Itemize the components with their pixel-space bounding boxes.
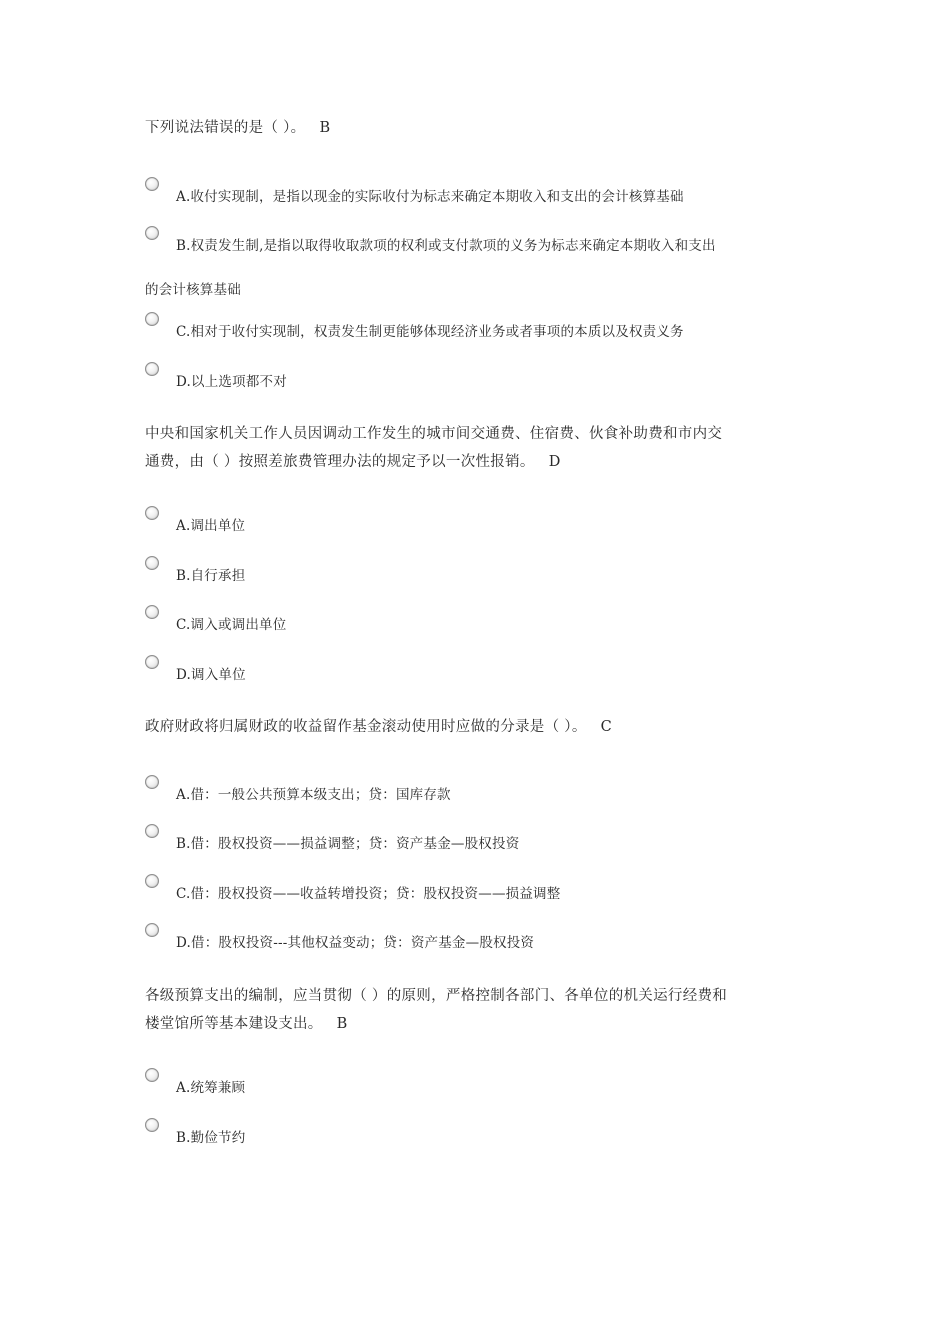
question-1-stem bbox=[145, 114, 815, 142]
question-4-stem bbox=[145, 982, 815, 1038]
question-3-option-a-radio[interactable] bbox=[145, 775, 159, 789]
question-1-option-b-continuation: 的会计核算基础 bbox=[145, 282, 241, 298]
question-2-text-line2: 通费，由（ ）按照差旅费管理办法的规定予以一次性报销。 bbox=[145, 454, 535, 470]
question-1-option-d-label: D.以上选项都不对 bbox=[176, 374, 287, 390]
question-3-option-b-radio[interactable] bbox=[145, 824, 159, 838]
question-1-option-c-label: C.相对于收付实现制，权责发生制更能够体现经济业务或者事项的本质以及权责义务 bbox=[176, 324, 684, 340]
question-4-option-a-label: A.统筹兼顾 bbox=[176, 1080, 246, 1096]
question-1-answer: B bbox=[319, 120, 331, 136]
question-4-text-line2: 楼堂馆所等基本建设支出。 bbox=[145, 1016, 323, 1032]
question-1-option-b-label: B.权责发生制,是指以取得收取款项的权利或支付款项的义务为标志来确定本期收入和支出 bbox=[176, 238, 716, 254]
question-1-text: 下列说法错误的是（ ）。 bbox=[145, 120, 306, 136]
question-2-option-b-radio[interactable] bbox=[145, 556, 159, 570]
question-3-stem bbox=[145, 713, 815, 741]
question-1-option-c-radio[interactable] bbox=[145, 312, 159, 326]
question-2-option-a-label: A.调出单位 bbox=[176, 518, 246, 534]
question-1-option-a-radio[interactable] bbox=[145, 177, 159, 191]
question-2-answer: D bbox=[548, 454, 561, 470]
question-3-option-d-label: D.借：股权投资---其他权益变动；贷：资产基金—股权投资 bbox=[176, 935, 535, 951]
question-4-option-b-radio[interactable] bbox=[145, 1118, 159, 1132]
question-3-option-c-label: C.借：股权投资——收益转增投资；贷：股权投资——损益调整 bbox=[176, 886, 561, 902]
question-2-option-d-label: D.调入单位 bbox=[176, 667, 246, 683]
question-1-option-a-label: A.收付实现制，是指以现金的实际收付为标志来确定本期收入和支出的会计核算基础 bbox=[176, 189, 684, 205]
question-3-answer: C bbox=[600, 719, 613, 735]
question-4-option-b-label: B.勤俭节约 bbox=[176, 1130, 246, 1146]
question-2-option-d-radio[interactable] bbox=[145, 655, 159, 669]
question-3-option-d-radio[interactable] bbox=[145, 923, 159, 937]
question-1-option-d-radio[interactable] bbox=[145, 362, 159, 376]
question-2-option-a-radio[interactable] bbox=[145, 506, 159, 520]
question-2-option-c-label: C.调入或调出单位 bbox=[176, 617, 287, 633]
question-2-stem bbox=[145, 420, 815, 476]
question-2-option-b-label: B.自行承担 bbox=[176, 568, 246, 584]
question-4-option-a-radio[interactable] bbox=[145, 1068, 159, 1082]
question-2-text-line1: 中央和国家机关工作人员因调动工作发生的城市间交通费、住宿费、伙食补助费和市内交 bbox=[145, 426, 723, 442]
question-3-option-b-label: B.借：股权投资——损益调整；贷：资产基金—股权投资 bbox=[176, 836, 520, 852]
question-4-answer: B bbox=[336, 1016, 348, 1032]
question-1-option-b-radio[interactable] bbox=[145, 226, 159, 240]
question-3-option-a-label: A.借：一般公共预算本级支出；贷：国库存款 bbox=[176, 787, 451, 803]
question-2-option-c-radio[interactable] bbox=[145, 605, 159, 619]
question-4-text-line1: 各级预算支出的编制，应当贯彻（ ）的原则，严格控制各部门、各单位的机关运行经费和 bbox=[145, 988, 728, 1004]
question-3-text: 政府财政将归属财政的收益留作基金滚动使用时应做的分录是（ ）。 bbox=[145, 719, 587, 735]
question-3-option-c-radio[interactable] bbox=[145, 874, 159, 888]
